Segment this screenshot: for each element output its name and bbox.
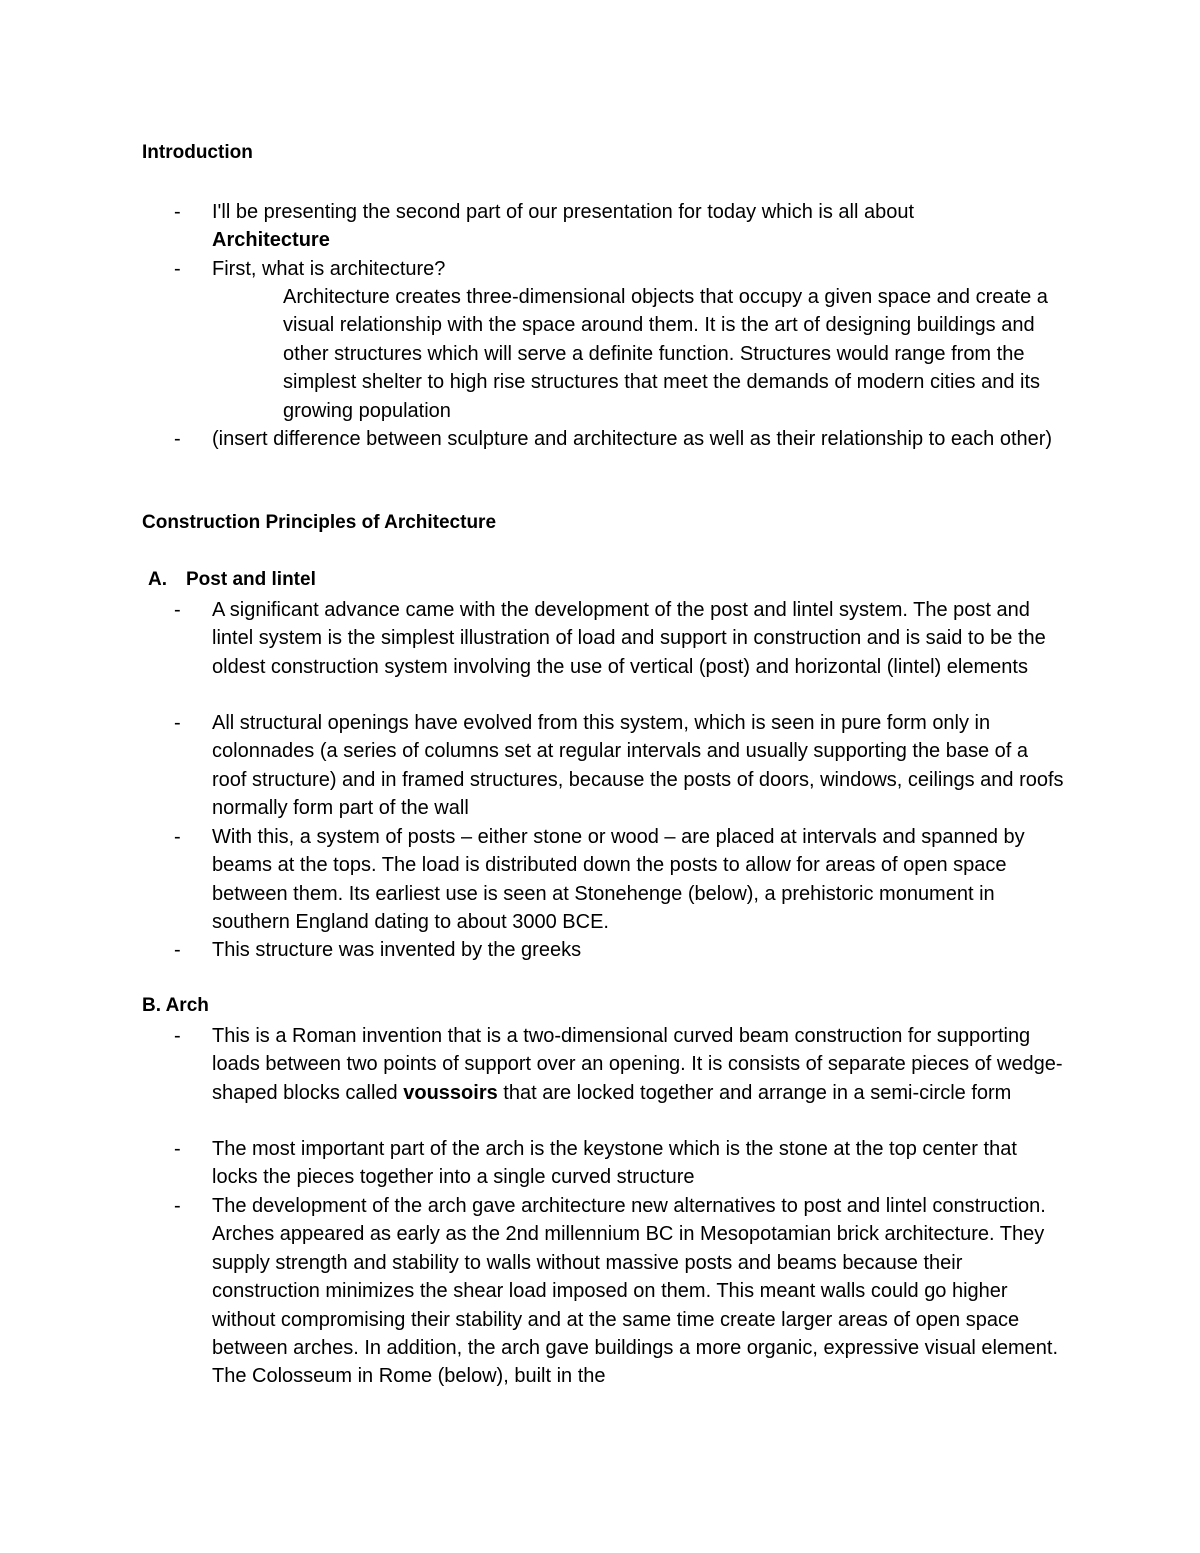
bullet-dash: - [174, 599, 181, 621]
bullet-dash: - [174, 712, 181, 734]
arch-bullet-2-text: The most important part of the arch is the keystone which is the stone at the top center that locks the pieces together into a single curved structure [212, 1138, 1017, 1189]
introduction-heading: Introduction [142, 142, 253, 163]
arch-bullet-1-text-after: that are locked together and arrange in a semi-circle form [503, 1081, 1012, 1104]
post-lintel-marker: A. [148, 569, 167, 590]
intro-bullet-2 [174, 255, 1067, 283]
post-lintel-heading: Post and lintel [186, 569, 316, 590]
arch-bullet-1-bold: voussoirs [403, 1081, 498, 1104]
intro-bullet-1-bold: Architecture [212, 229, 330, 252]
arch-bullet-3 [174, 1192, 1067, 1391]
arch-bullet-1-text-before: This is a Roman invention that is a two-dimensional curved beam construction for supporting loads between two points of support over an opening. It is consists of separate pieces of wedge-shaped blocks called [212, 1025, 1063, 1104]
intro-bullet-1-text: I'll be presenting the second part of our presentation for today which is all about [212, 201, 915, 223]
bullet-dash: - [174, 826, 181, 848]
arch-bullet-1 [174, 1022, 1067, 1107]
post-lintel-bullet-2 [174, 709, 1067, 823]
post-lintel-bullet-2-text: All structural openings have evolved from this system, which is seen in pure form only in colonnades (a series of columns set at regular intervals and usually supporting the base of a roof structure) and in framed structures, because the posts of doors, windows, ceilings and roofs normally form part of the wall [212, 712, 1064, 820]
bullet-dash: - [174, 939, 181, 961]
bullet-dash: - [174, 201, 181, 223]
intro-bullet-1 [174, 198, 1067, 255]
bullet-dash: - [174, 428, 181, 450]
bullet-dash: - [174, 1025, 181, 1047]
post-lintel-bullet-4-text: This structure was invented by the greeks [212, 939, 582, 961]
post-lintel-bullet-1-text: A significant advance came with the development of the post and lintel system. The post and lintel system is the simplest illustration of load and support in construction and is said to be the oldest construction system involving the use of vertical (post) and horizontal (lintel) elements [212, 599, 1046, 678]
intro-bullet-2-text: First, what is architecture? [212, 258, 446, 280]
post-lintel-bullet-4 [174, 936, 1067, 964]
arch-heading: B. Arch [142, 995, 209, 1016]
arch-bullet-3-text: The development of the arch gave architecture new alternatives to post and lintel construction. Arches appeared as early as the 2nd millennium BC in Mesopotamian brick architecture. They supply strength and stability to walls without massive posts and beams because their construction minimizes the shear load imposed on them. This meant walls could go higher without compromising their stability and at the same time create larger areas of open space between arches. In addition, the arch gave buildings a more organic, expressive visual element. The Colosseum in Rome (below), built in the [212, 1195, 1059, 1388]
bullet-dash: - [174, 1138, 181, 1160]
post-lintel-bullet-1 [174, 596, 1067, 681]
post-lintel-bullet-3-text: With this, a system of posts – either stone or wood – are placed at intervals and spanned by beams at the tops. The load is distributed down the posts to allow for areas of open space between them. Its earliest use is seen at Stonehenge (below), a prehistoric monument in southern England dating to about 3000 BCE. [212, 826, 1025, 934]
bullet-dash: - [174, 258, 181, 280]
arch-bullet-2 [174, 1135, 1067, 1192]
intro-bullet-3-text: (insert difference between sculpture and architecture as well as their relationship to each other) [212, 428, 1053, 450]
principles-heading: Construction Principles of Architecture [142, 512, 497, 533]
architecture-definition: Architecture creates three-dimensional objects that occupy a given space and create a visual relationship with the space around them. It is the art of designing buildings and other structures which will serve a definite function. Structures would range from the simplest shelter to high rise structures that meet the demands of modern cities and its growing population [283, 286, 1048, 422]
intro-bullet-3 [174, 425, 1067, 453]
bullet-dash: - [174, 1195, 181, 1217]
post-lintel-bullet-3 [174, 823, 1067, 937]
